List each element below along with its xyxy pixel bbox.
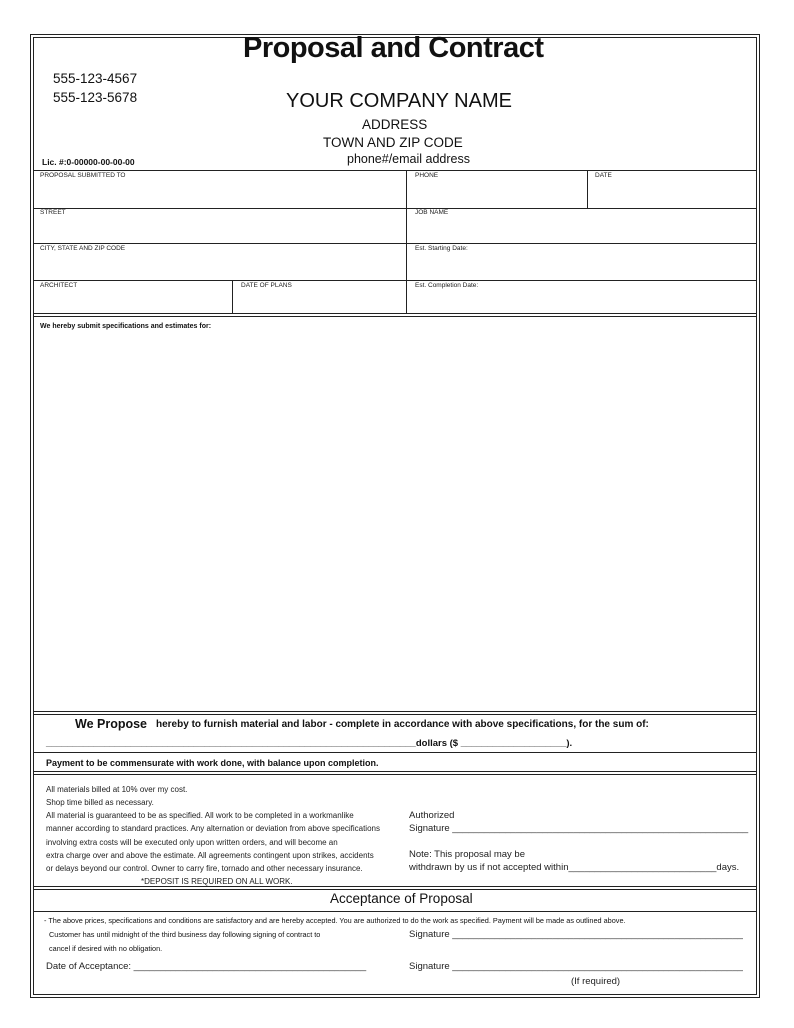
withdrawal-note: Note: This proposal may be (409, 849, 525, 860)
grid-line (33, 711, 757, 712)
label-architect: ARCHITECT (40, 282, 78, 289)
grid-line (33, 280, 757, 281)
company-address: ADDRESS (362, 117, 428, 132)
label-street: STREET (40, 209, 66, 216)
acceptance-heading: Acceptance of Proposal (330, 891, 473, 906)
terms-line: Shop time billed as necessary. (46, 798, 154, 807)
terms-line: extra charge over and above the estimate. All agreements contingent upon strikes, accidents (46, 851, 374, 860)
withdrawal-days-line[interactable]: withdrawn by us if not accepted within____________________________days. (409, 862, 740, 873)
company-contact: phone#/email address (347, 152, 470, 166)
grid-line (33, 316, 757, 317)
label-proposal-submitted-to: PROPOSAL SUBMITTED TO (40, 172, 126, 179)
grid-line (33, 886, 757, 887)
terms-line: All materials billed at 10% over my cost. (46, 785, 188, 794)
label-phone: PHONE (415, 172, 439, 179)
terms-line: manner according to standard practices. Any alternation or deviation from above specifications (46, 824, 380, 833)
specifications-heading: We hereby submit specifications and estimates for: (40, 323, 212, 330)
grid-line (33, 752, 757, 753)
grid-line (33, 771, 757, 772)
grid-line (33, 889, 757, 890)
grid-divider (232, 280, 233, 313)
date-of-acceptance-line[interactable]: Date of Acceptance: ____________________________________________ (46, 961, 367, 972)
deposit-note: *DEPOSIT IS REQUIRED ON ALL WORK. (141, 877, 293, 886)
dollars-line: ______________________________________________________________________dollars ($ ____________________). (46, 738, 573, 749)
label-city-state-zip: CITY, STATE AND ZIP CODE (40, 245, 126, 252)
grid-divider (406, 170, 407, 313)
grid-line (33, 243, 757, 244)
if-required-note: (If required) (571, 976, 621, 987)
label-date-of-plans: DATE OF PLANS (241, 282, 292, 289)
terms-line: involving extra costs will be executed only upon written orders, and will become an (46, 838, 338, 847)
terms-line: All material is guaranteed to be as specified. All work to be completed in a workmanlike (46, 811, 354, 820)
grid-divider (587, 170, 588, 208)
payment-terms: Payment to be commensurate with work done, with balance upon completion. (46, 758, 379, 768)
label-date: DATE (595, 172, 612, 179)
we-propose-text: hereby to furnish material and labor - complete in accordance with above specifications, for the sum of: (156, 719, 649, 730)
grid-line (33, 170, 757, 171)
grid-line (33, 208, 757, 209)
acceptance-text: - The above prices, specifications and conditions are satisfactory and are hereby accepted. You are authorized to do the work as specified. Payment will be made as outlined above. (44, 916, 626, 925)
grid-line (33, 313, 757, 314)
grid-line (33, 714, 757, 715)
company-name: YOUR COMPANY NAME (286, 90, 512, 112)
phone-1: 555-123-4567 (53, 71, 138, 86)
authorized-signature-line[interactable]: Signature ________________________________________________________ (409, 823, 749, 834)
license-number: Lic. #:0-00000-00-00-00 (42, 157, 135, 167)
page-title: Proposal and Contract (243, 32, 544, 64)
label-est-start: Est. Starting Date: (415, 245, 468, 252)
label-est-completion: Est. Completion Date: (415, 282, 479, 289)
company-town-zip: TOWN AND ZIP CODE (323, 135, 463, 150)
grid-line (33, 911, 757, 912)
authorized-label: Authorized (409, 810, 455, 821)
acceptance-signature-2[interactable]: Signature _______________________________________________________ (409, 961, 743, 972)
phone-2: 555-123-5678 (53, 90, 138, 105)
grid-line (33, 774, 757, 775)
we-propose-lead: We Propose (75, 717, 148, 731)
acceptance-text: Customer has until midnight of the third business day following signing of contract to (49, 930, 321, 939)
label-job-name: JOB NAME (415, 209, 449, 216)
acceptance-signature-1[interactable]: Signature _______________________________________________________ (409, 929, 743, 940)
acceptance-text: cancel if desired with no obligation. (49, 944, 163, 953)
terms-line: or delays beyond our control. Owner to carry fire, tornado and other necessary insurance. (46, 864, 363, 873)
